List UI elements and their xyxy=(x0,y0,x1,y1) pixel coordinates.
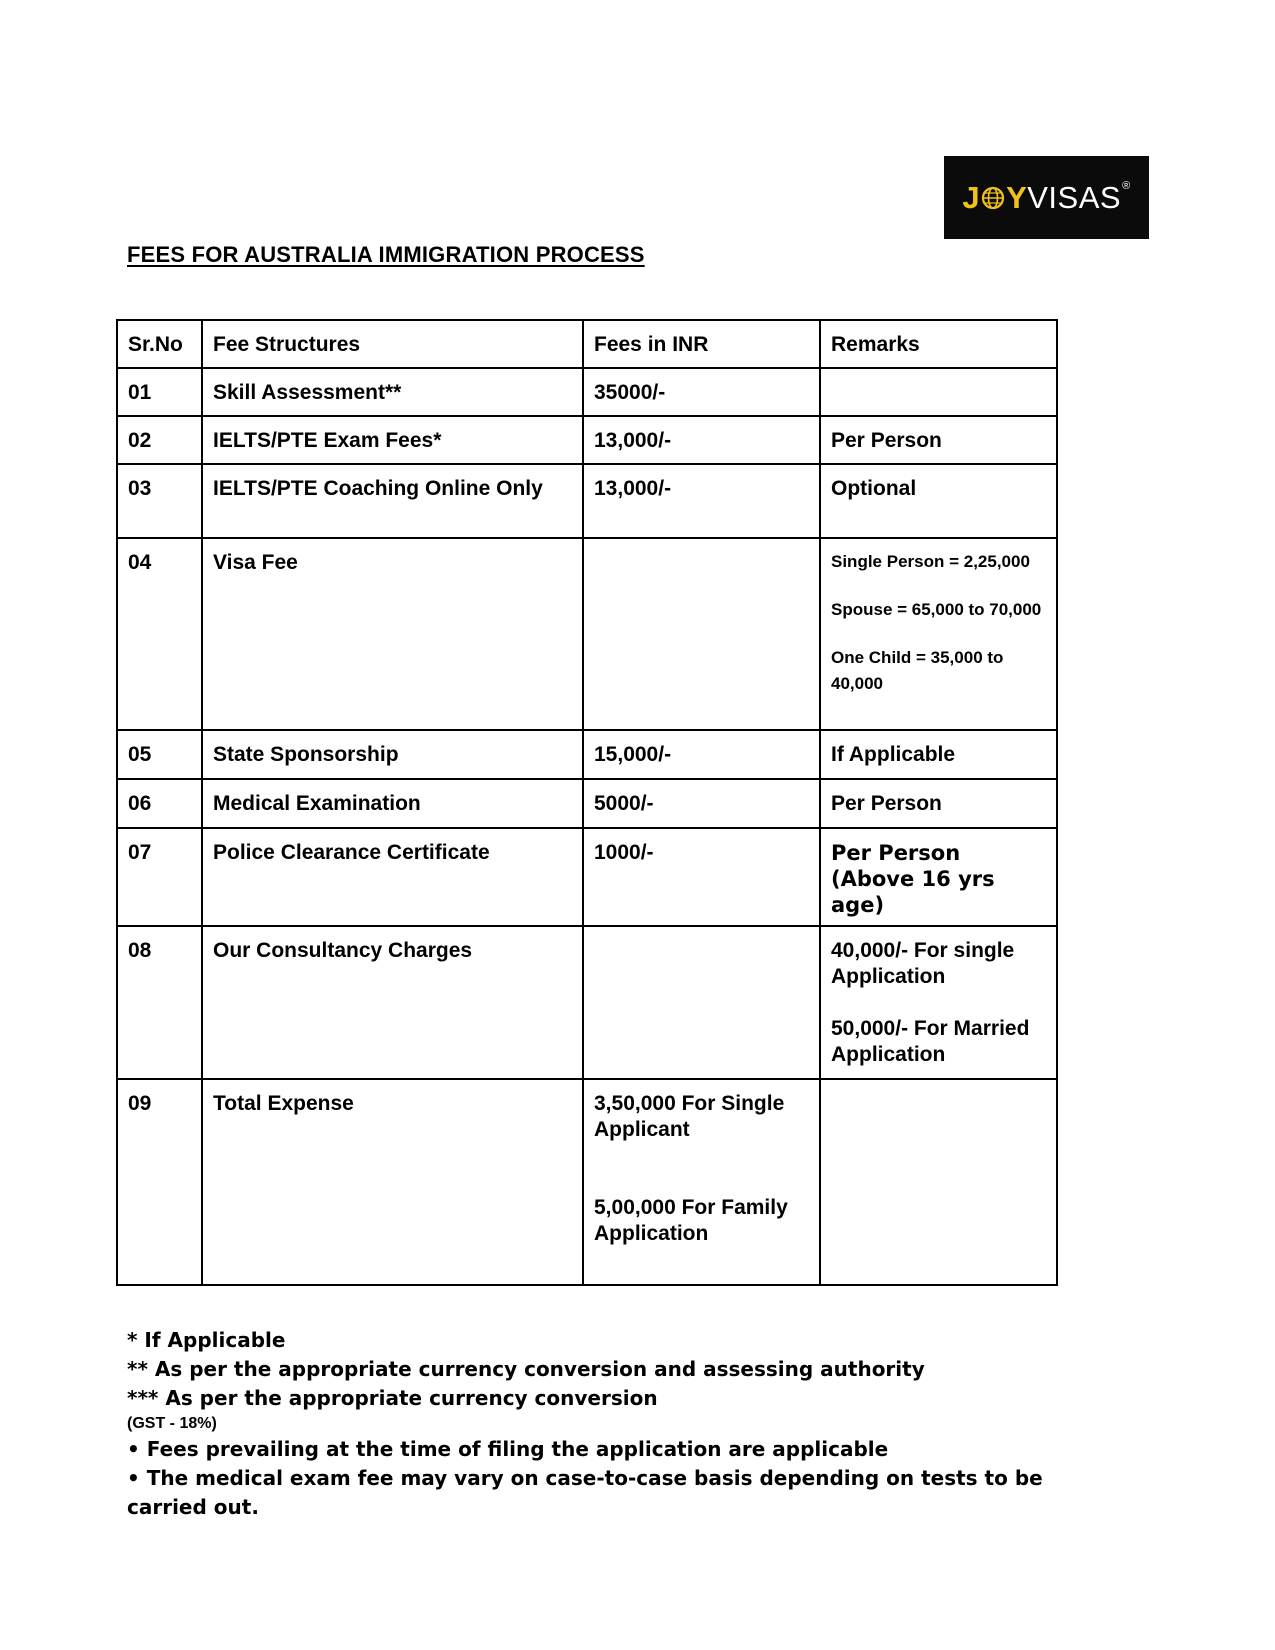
footnotes xyxy=(127,1326,1127,1522)
cell-remarks xyxy=(820,368,1057,416)
registered-mark: ® xyxy=(1122,179,1131,192)
table-row xyxy=(117,368,1057,416)
cell-inr xyxy=(583,926,820,1079)
cell-sr: 03 xyxy=(117,464,202,538)
cell-inr: 13,000/- xyxy=(583,416,820,464)
cell-remarks: Per Person xyxy=(820,416,1057,464)
cell-sr: 07 xyxy=(117,828,202,926)
cell-fee: IELTS/PTE Exam Fees* xyxy=(202,416,583,464)
cell-inr: 15,000/- xyxy=(583,730,820,779)
page-title: FEES FOR AUSTRALIA IMMIGRATION PROCESS xyxy=(127,242,645,267)
cell-fee: Total Expense xyxy=(202,1079,583,1285)
table-header-row xyxy=(117,320,1057,368)
remark-line: One Child = 35,000 to 40,000 xyxy=(831,648,1004,693)
cell-sr: 04 xyxy=(117,538,202,730)
cell-inr xyxy=(583,1079,820,1285)
cell-inr: 13,000/- xyxy=(583,464,820,538)
fees-table xyxy=(116,319,1058,1286)
remark-line: Single Person = 2,25,000 xyxy=(831,552,1030,571)
cell-fee: Police Clearance Certificate xyxy=(202,828,583,926)
cell-sr: 06 xyxy=(117,779,202,828)
cell-remarks: Optional xyxy=(820,464,1057,538)
logo-letter-j: J xyxy=(962,179,981,215)
bullet-note: • The medical exam fee may vary on case-to-case basis depending on tests to be carried out. xyxy=(127,1466,1043,1519)
cell-fee: IELTS/PTE Coaching Online Only xyxy=(202,464,583,538)
header-sr-no: Sr.No xyxy=(117,320,202,368)
total-line: 5,00,000 For Family Application xyxy=(594,1196,788,1245)
total-line: 3,50,000 For Single Applicant xyxy=(594,1092,785,1141)
cell-fee: Visa Fee xyxy=(202,538,583,730)
logo-visas: VISAS xyxy=(1027,179,1122,215)
bullet-note: • Fees prevailing at the time of filing the application are applicable xyxy=(127,1437,889,1461)
cell-fee: Medical Examination xyxy=(202,779,583,828)
logo-letter-y: Y xyxy=(1006,179,1028,215)
cell-remarks xyxy=(820,538,1057,730)
cell-inr: 35000/- xyxy=(583,368,820,416)
cell-sr: 02 xyxy=(117,416,202,464)
footnote: *** As per the appropriate currency conversion xyxy=(127,1386,658,1410)
table-row xyxy=(117,538,1057,730)
remark-line: 40,000/- For single Application xyxy=(831,939,1015,988)
table-row xyxy=(117,464,1057,538)
remark-line: 50,000/- For Married Application xyxy=(831,1017,1030,1066)
cell-fee: Skill Assessment** xyxy=(202,368,583,416)
cell-fee: Our Consultancy Charges xyxy=(202,926,583,1079)
cell-inr: 1000/- xyxy=(583,828,820,926)
cell-remarks xyxy=(820,1079,1057,1285)
footnote: ** As per the appropriate currency conversion and assessing authority xyxy=(127,1357,925,1381)
remark-line: Spouse = 65,000 to 70,000 xyxy=(831,600,1042,619)
footnote: * If Applicable xyxy=(127,1328,286,1352)
header-remarks: Remarks xyxy=(820,320,1057,368)
table-row xyxy=(117,416,1057,464)
cell-remarks: Per Person (Above 16 yrs age) xyxy=(820,828,1057,926)
cell-sr: 01 xyxy=(117,368,202,416)
header-fee-structures: Fee Structures xyxy=(202,320,583,368)
cell-sr: 05 xyxy=(117,730,202,779)
cell-inr xyxy=(583,538,820,730)
gst-note: (GST - 18%) xyxy=(127,1415,217,1432)
header-fees-inr: Fees in INR xyxy=(583,320,820,368)
cell-remarks: Per Person xyxy=(820,779,1057,828)
cell-sr: 09 xyxy=(117,1079,202,1285)
globe-icon xyxy=(981,186,1005,210)
cell-sr: 08 xyxy=(117,926,202,1079)
cell-remarks: If Applicable xyxy=(820,730,1057,779)
table-row xyxy=(117,779,1057,828)
table-row xyxy=(117,926,1057,1079)
logo-wordmark xyxy=(962,180,1130,216)
cell-fee: State Sponsorship xyxy=(202,730,583,779)
table-row xyxy=(117,730,1057,779)
joyvisas-logo xyxy=(944,156,1149,239)
cell-remarks xyxy=(820,926,1057,1079)
table-row xyxy=(117,1079,1057,1285)
table-row xyxy=(117,828,1057,926)
cell-inr: 5000/- xyxy=(583,779,820,828)
